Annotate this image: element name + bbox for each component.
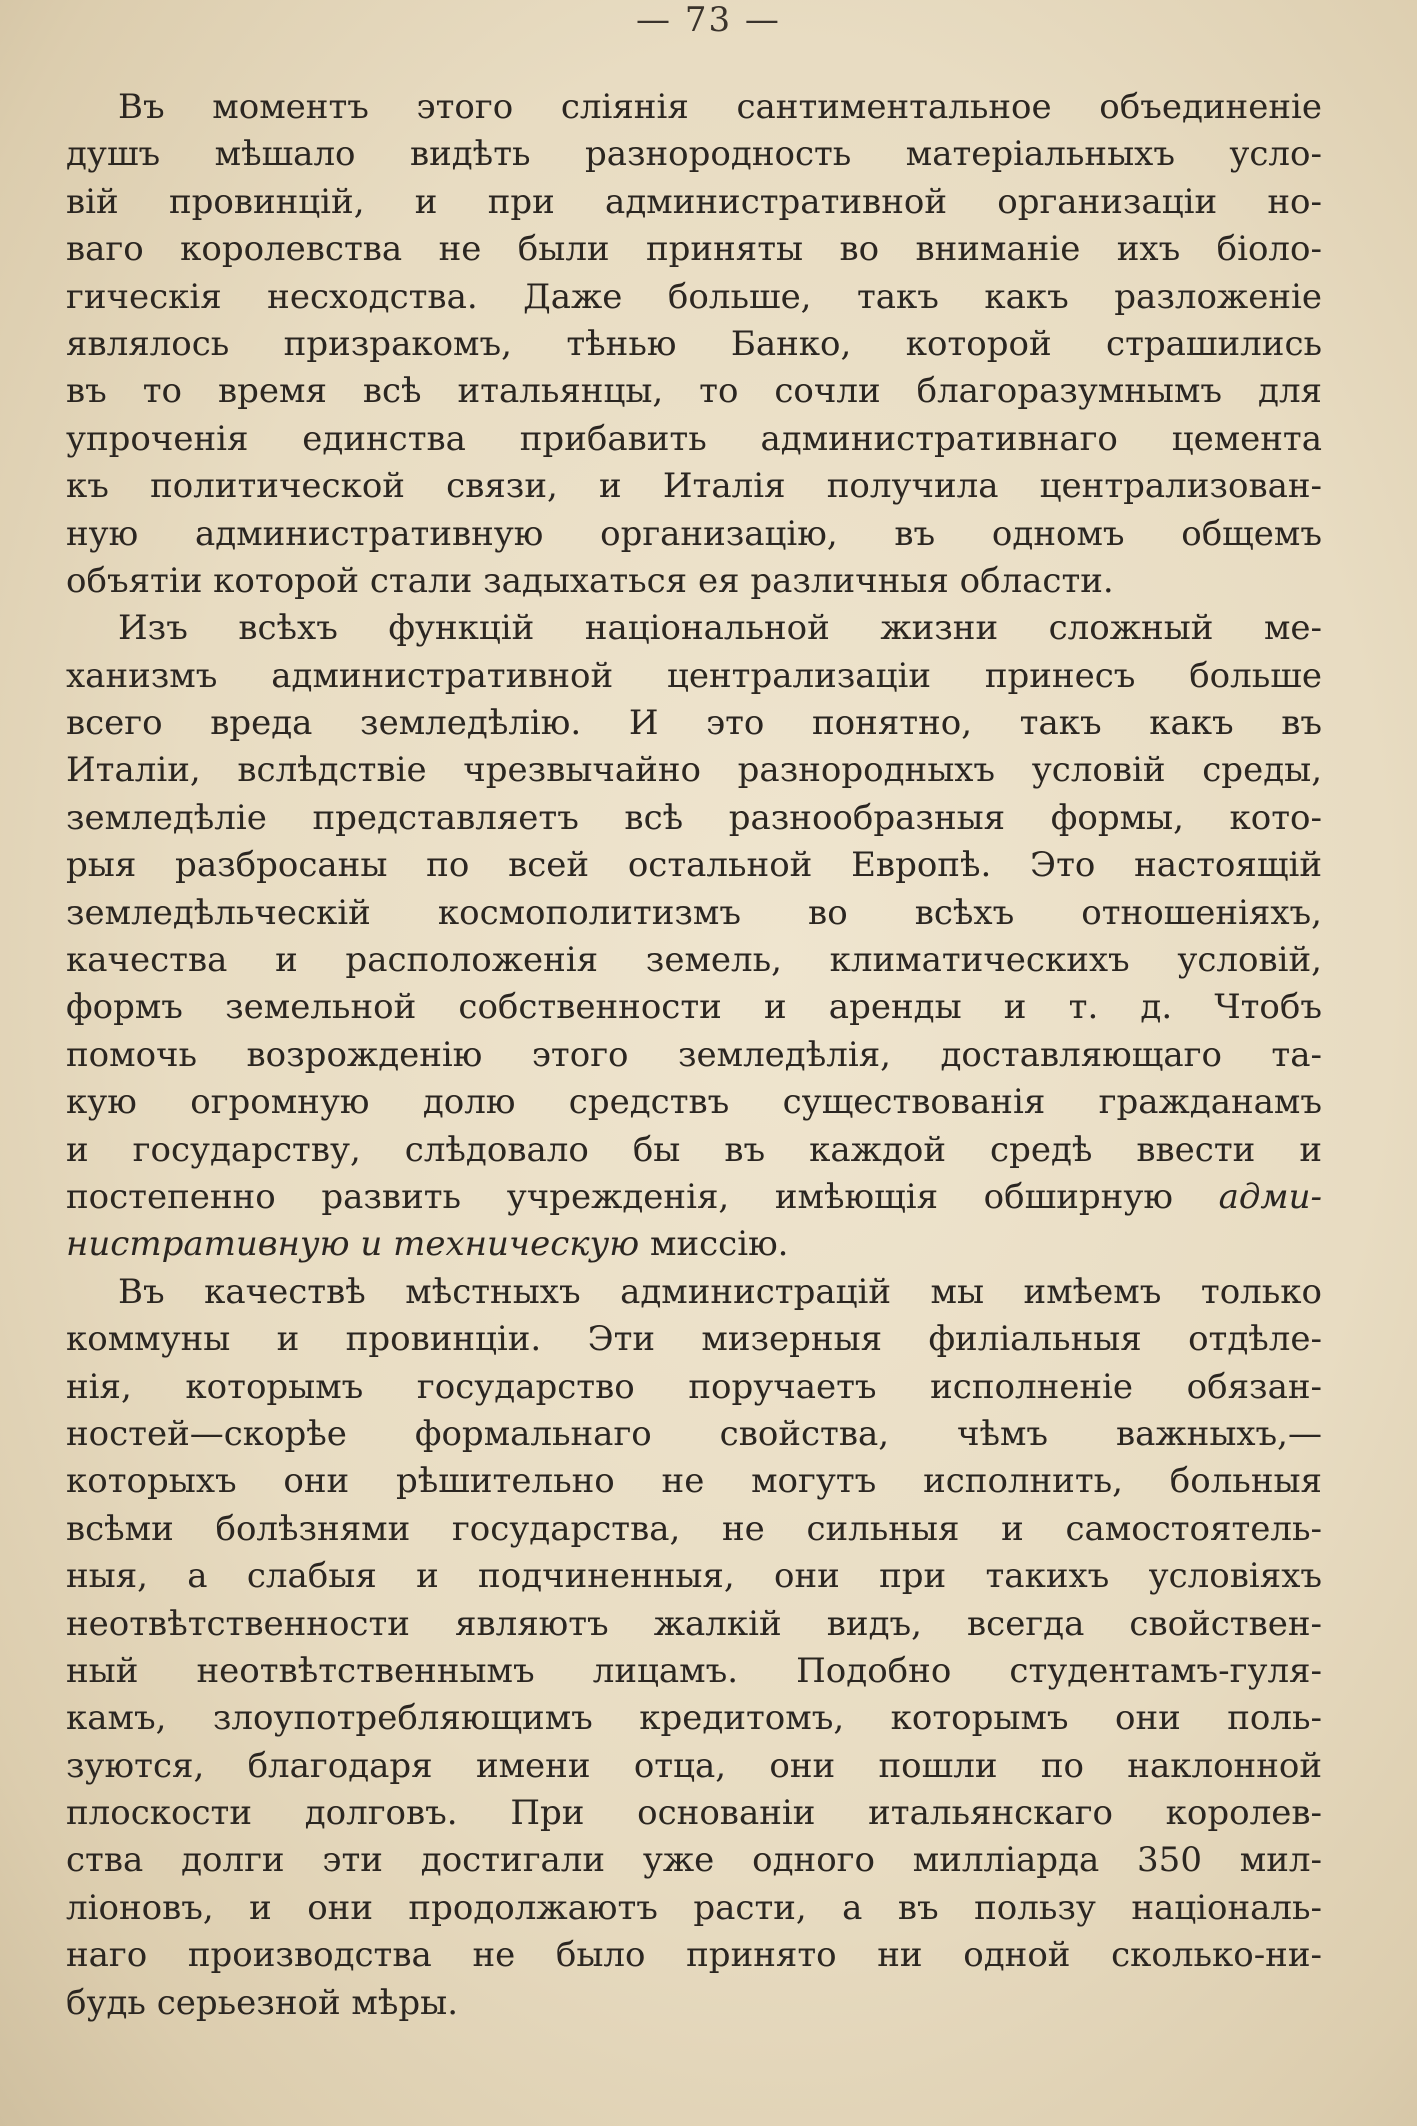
text-line: неотвѣтственности являютъ жалкій видъ, всегда свойствен- — [66, 1603, 1322, 1644]
text-line: являлось призракомъ, тѣнью Банко, которой страшились — [66, 323, 1322, 364]
text-run: миссію. — [639, 1224, 789, 1265]
text-line: Въ качествѣ мѣстныхъ администрацій мы имѣемъ только — [118, 1271, 1322, 1312]
text-line: всѣми болѣзнями государства, не сильныя и самостоятель- — [66, 1508, 1322, 1549]
text-line: кую огромную долю средствъ существованія гражданамъ — [66, 1082, 1322, 1123]
text-line: душъ мѣшало видѣть разнородность матеріальныхъ усло- — [66, 134, 1322, 175]
text-line-mixed — [66, 1221, 1322, 1268]
text-line: земледѣльческій космополитизмъ во всѣхъ отношеніяхъ, — [66, 892, 1322, 933]
text-line: плоскости долговъ. При основаніи итальянскаго королев- — [66, 1793, 1322, 1834]
text-body — [66, 84, 1322, 2027]
text-line: формъ земельной собственности и аренды и т. д. Чтобъ — [66, 987, 1322, 1028]
text-line: помочь возрожденію этого земледѣлія, доставляющаго та- — [66, 1034, 1322, 1075]
italic-run: нистративную и техническую — [66, 1224, 640, 1265]
text-line: ныя, а слабыя и подчиненныя, они при такихъ условіяхъ — [66, 1556, 1322, 1597]
paragraph-2 — [66, 605, 1322, 1268]
text-line: рыя разбросаны по всей остальной Европѣ. Это настоящій — [66, 845, 1322, 886]
text-line: ліоновъ, и они продолжаютъ расти, а въ пользу національ- — [66, 1887, 1322, 1928]
page-number: — 73 — — [636, 0, 781, 40]
text-line-mixed — [66, 1174, 1322, 1221]
text-line: ностей—скорѣе формальнаго свойства, чѣмъ важныхъ,— — [66, 1413, 1322, 1454]
text-line: ваго королевства не были приняты во вниманіе ихъ біоло- — [66, 229, 1322, 270]
text-line: которыхъ они рѣшительно не могутъ исполнить, больныя — [66, 1461, 1322, 1502]
text-line: коммуны и провинціи. Эти мизерныя филіальныя отдѣле- — [66, 1319, 1322, 1360]
text-line: качества и расположенія земель, климатическихъ условій, — [66, 940, 1322, 981]
text-line: упроченія единства прибавить административнаго цемента — [66, 418, 1322, 459]
text-line: въ то время всѣ итальянцы, то сочли благоразумнымъ для — [66, 371, 1322, 412]
text-line: ханизмъ административной централизаціи принесъ больше — [66, 655, 1322, 696]
paragraph-1 — [66, 84, 1322, 605]
text-line: ства долги эти достигали уже одного милліарда 350 мил- — [66, 1840, 1322, 1881]
text-line: объятіи которой стали задыхаться ея различныя области. — [66, 560, 1114, 601]
text-line: вій провинцій, и при административной организаціи но- — [66, 181, 1322, 222]
text-line: зуются, благодаря имени отца, они пошли по наклонной — [66, 1745, 1322, 1786]
text-line: будь серьезной мѣры. — [66, 1982, 459, 2023]
text-line: всего вреда земледѣлію. И это понятно, такъ какъ въ — [66, 703, 1322, 744]
text-line: нія, которымъ государство поручаетъ исполненіе обязан- — [66, 1366, 1322, 1407]
text-line: ную административную организацію, въ одномъ общемъ — [66, 513, 1322, 554]
text-line: къ политической связи, и Италія получила централизован- — [66, 466, 1322, 507]
text-run: постепенно развить учрежденія, имѣющія обширную — [66, 1176, 1219, 1217]
text-line: гическія несходства. Даже больше, такъ какъ разложеніе — [66, 276, 1322, 317]
text-line: и государству, слѣдовало бы въ каждой средѣ ввести и — [66, 1129, 1322, 1170]
text-line: наго производства не было принято ни одной сколько-ни- — [66, 1935, 1322, 1976]
text-line: камъ, злоупотребляющимъ кредитомъ, которымъ они поль- — [66, 1698, 1322, 1739]
italic-run: адми- — [1218, 1176, 1322, 1217]
text-line: Въ моментъ этого сліянія сантиментальное объединеніе — [118, 87, 1322, 127]
paragraph-3 — [66, 1269, 1322, 2027]
text-line: земледѣліе представляетъ всѣ разнообразныя формы, кото- — [66, 797, 1322, 838]
text-line: Италіи, вслѣдствіе чрезвычайно разнородныхъ условій среды, — [66, 750, 1322, 791]
text-line: Изъ всѣхъ функцій національной жизни сложный ме- — [118, 608, 1322, 649]
text-line: ный неотвѣтственнымъ лицамъ. Подобно студентамъ-гуля- — [66, 1650, 1322, 1691]
